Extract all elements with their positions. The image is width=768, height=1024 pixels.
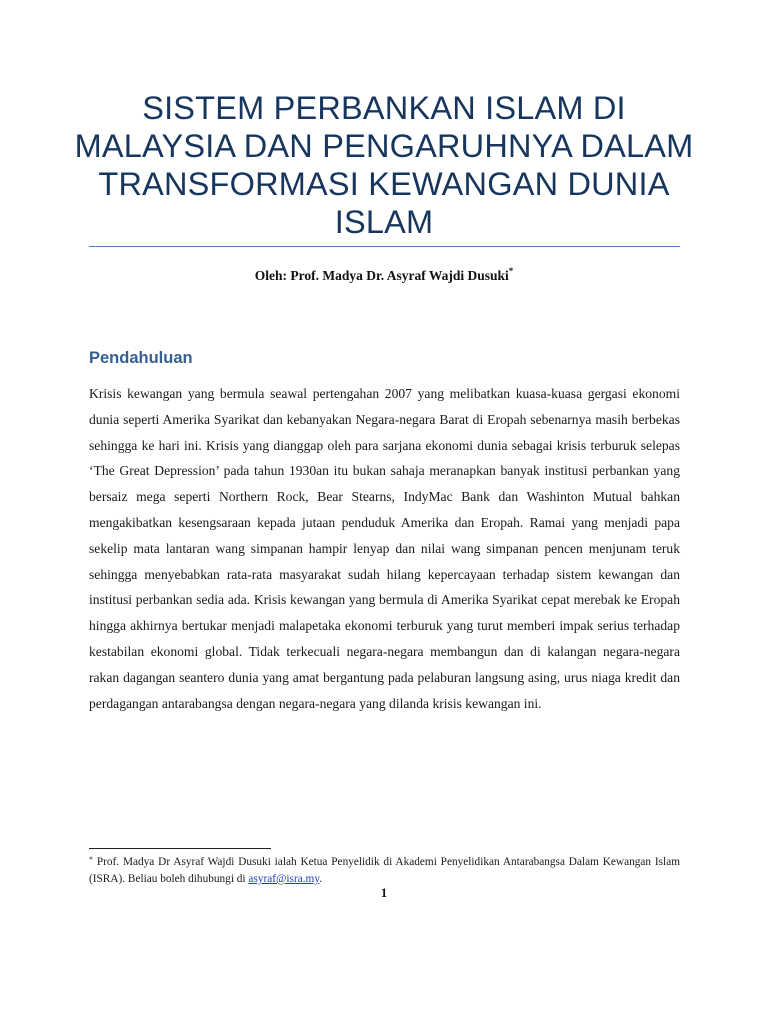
document-title: SISTEM PERBANKAN ISLAM DI MALAYSIA DAN PENGARUHNYA DALAM TRANSFORMASI KEWANGAN DUNIA ISLAM <box>74 90 694 240</box>
footnote-divider <box>89 848 271 849</box>
footnote-reference[interactable]: * <box>508 265 514 276</box>
email-link[interactable]: asyraf@isra.my <box>248 873 320 885</box>
author-name: Oleh: Prof. Madya Dr. Asyraf Wajdi Dusuki <box>254 268 509 283</box>
footnote-end: . <box>319 873 323 885</box>
author-byline <box>60 267 708 285</box>
footnote-text: Prof. Madya Dr Asyraf Wajdi Dusuki ialah Ketua Penyelidik di Akademi Penyelidikan Antarabangsa Dalam Kewangan Islam (ISRA). Beliau boleh dihubungi di <box>89 856 680 885</box>
footnote-mark: * <box>89 855 93 864</box>
title-divider <box>89 246 680 247</box>
footnote <box>89 854 680 887</box>
body-paragraph: Krisis kewangan yang bermula seawal pertengahan 2007 yang melibatkan kuasa-kuasa gergasi ekonomi dunia seperti Amerika Syarikat dan kebanyakan Negara-negara Barat di Eropah sebenarnya masih berbekas sehingga ke hari ini. Krisis yang dianggap oleh para sarjana ekonomi dunia sebagai krisis terburuk selepas ‘The Great Depression’ pada tahun 1930an itu bukan sahaja meranapkan banyak institusi perbankan yang bersaiz mega seperti Northern Rock, Bear Stearns, IndyMac Bank dan Washinton Mutual bahkan mengakibatkan kesengsaraan kepada jutaan penduduk Amerika dan Eropah. Ramai yang menjadi papa sekelip mata lantaran wang simpanan hampir lenyap dan nilai wang simpanan pencen menjunam teruk sehingga menyebabkan rata-rata masyarakat sudah hilang kepercayaan terhadap sistem kewangan dan institusi perbankan sedia ada. Krisis kewangan yang bermula di Amerika Syarikat cepat merebak ke Eropah hingga akhirnya bertukar menjadi malapetaka ekonomi terburuk yang turut memberi impak serius terhadap kestabilan ekonomi global. Tidak terkecuali negara-negara membangun dan di kalangan negara-negara rakan dagangan seantero dunia yang amat bergantung pada pelaburan langsung asing, urus niaga kredit dan perdagangan antarabangsa dengan negara-negara yang dilanda krisis kewangan ini. <box>89 386 680 711</box>
section-heading: Pendahuluan <box>89 349 193 367</box>
page-number: 1 <box>380 886 388 900</box>
